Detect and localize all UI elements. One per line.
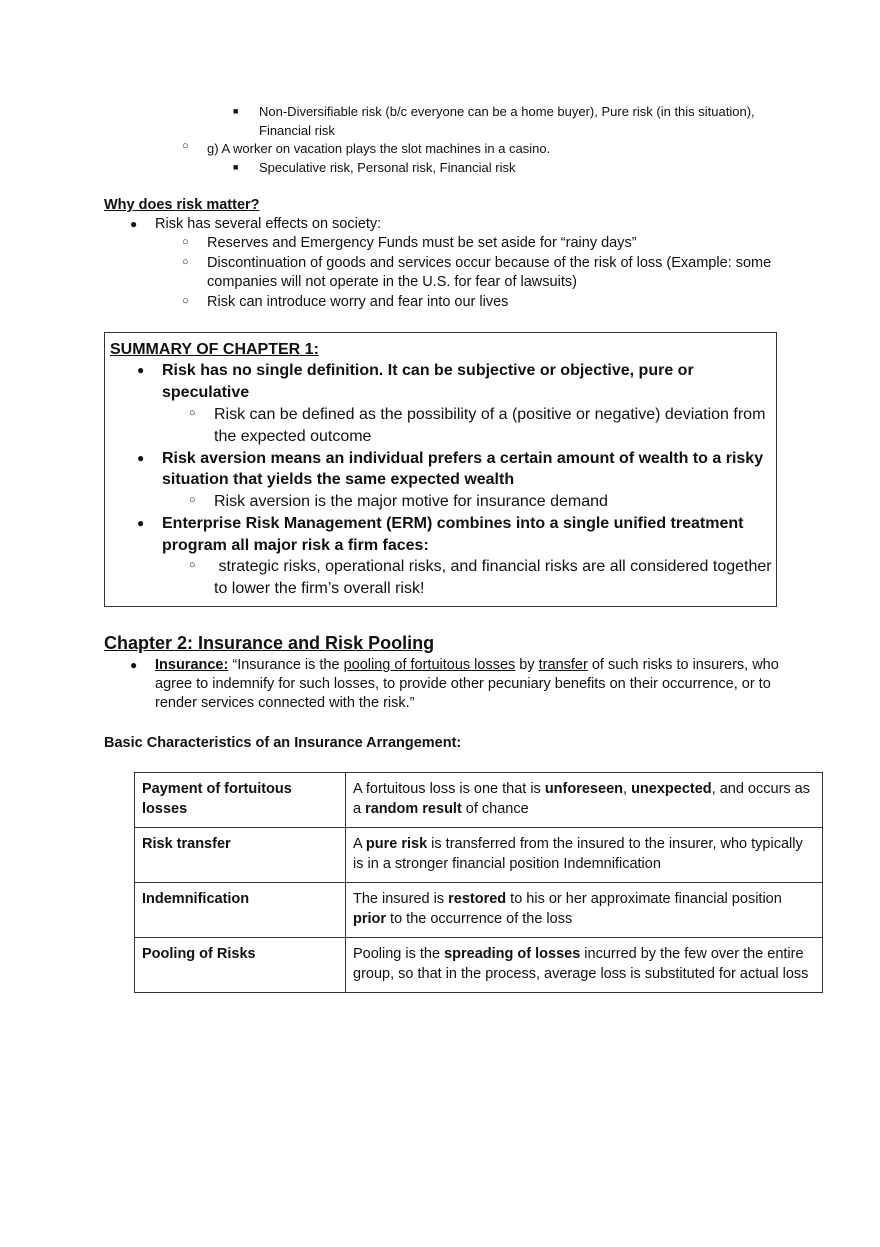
- subsection-heading: Basic Characteristics of an Insurance Arrangement:: [104, 735, 462, 751]
- desc-text: The insured is: [353, 891, 449, 907]
- table-cell-term: Pooling of Risks: [135, 938, 346, 993]
- table-cell-term: Risk transfer: [135, 828, 346, 883]
- term-text: Payment of fortuitous: [142, 781, 292, 797]
- summary-point: Risk has no single definition. It can be subjective or objective, pure or: [162, 362, 694, 379]
- summary-point: Enterprise Risk Management (ERM) combines into a single unified treatment: [162, 515, 744, 532]
- summary-title: SUMMARY OF CHAPTER 1:: [110, 341, 319, 358]
- square-bullet-icon: ■: [233, 106, 239, 116]
- desc-text: a: [353, 800, 366, 817]
- desc-text: to the occurrence of the loss: [386, 910, 573, 927]
- circle-bullet-icon: ○: [189, 559, 196, 571]
- summary-point-continuation: speculative: [162, 384, 250, 401]
- table-row: [135, 883, 823, 938]
- summary-point-continuation: situation that yields the same expected wealth: [162, 471, 515, 488]
- insurance-definition: [155, 656, 779, 676]
- definition-underlined-text: pooling of fortuitous losses: [343, 657, 516, 673]
- list-item: g) A worker on vacation plays the slot machines in a casino.: [207, 141, 551, 156]
- summary-subpoint-continuation: to lower the firm’s overall risk!: [214, 580, 425, 597]
- table-cell-description: [346, 773, 823, 828]
- table-cell-description: [346, 828, 823, 883]
- list-item-continuation: Financial risk: [259, 123, 335, 138]
- desc-bold-text: random result: [365, 800, 462, 817]
- list-item: Risk can introduce worry and fear into our lives: [207, 294, 509, 310]
- desc-bold-text: spreading of losses: [444, 946, 581, 962]
- circle-bullet-icon: ○: [182, 236, 189, 248]
- table-cell-term: Indemnification: [135, 883, 346, 938]
- desc-bold-text: prior: [353, 910, 387, 927]
- desc-text: incurred by the few over the entire group, so that in the process, average loss is substituted for actual loss: [353, 946, 809, 982]
- summary-subpoint: Risk can be defined as the possibility of a (positive or negative) deviation from: [214, 406, 766, 423]
- desc-bold-text: unexpected: [631, 781, 712, 797]
- summary-point-continuation: program all major risk a firm faces:: [162, 537, 429, 554]
- table-row: [135, 828, 823, 883]
- insurance-label: Insurance:: [155, 657, 229, 673]
- summary-subpoint: Risk aversion is the major motive for insurance demand: [214, 493, 608, 510]
- list-item: Risk has several effects on society:: [155, 216, 382, 232]
- summary-subpoint-continuation: the expected outcome: [214, 428, 372, 445]
- circle-bullet-icon: ○: [182, 140, 189, 152]
- desc-text: Pooling is the: [353, 946, 445, 962]
- table-row: [135, 773, 823, 828]
- dot-bullet-icon: ●: [130, 658, 138, 672]
- desc-text: of chance: [461, 800, 529, 817]
- term-text: losses: [142, 800, 188, 817]
- dot-bullet-icon: ●: [137, 516, 145, 530]
- list-item: Discontinuation of goods and services occur because of the risk of loss (Example: some: [207, 255, 772, 271]
- list-item-continuation: companies will not operate in the U.S. for fear of lawsuits): [207, 274, 577, 290]
- list-item: Reserves and Emergency Funds must be set aside for “rainy days”: [207, 235, 637, 251]
- desc-bold-text: pure risk: [365, 836, 428, 852]
- dot-bullet-icon: ●: [137, 451, 145, 465]
- desc-text: to his or her approximate financial position: [506, 891, 782, 907]
- desc-text: A fortuitous loss is one that is: [353, 781, 545, 797]
- list-item: Non-Diversifiable risk (b/c everyone can be a home buyer), Pure risk (in this situation),: [259, 104, 755, 119]
- desc-text: A: [353, 836, 366, 852]
- definition-text: by: [515, 657, 539, 673]
- characteristics-table: [134, 772, 823, 993]
- dot-bullet-icon: ●: [137, 363, 145, 377]
- dot-bullet-icon: ●: [130, 217, 138, 231]
- desc-bold-text: restored: [448, 891, 507, 907]
- circle-bullet-icon: ○: [189, 494, 196, 506]
- circle-bullet-icon: ○: [189, 407, 196, 419]
- definition-continuation: render services connected with the risk.”: [155, 695, 415, 711]
- desc-bold-text: unforeseen: [544, 781, 623, 797]
- desc-text: ,: [623, 781, 632, 797]
- table-cell-description: [346, 938, 823, 993]
- summary-subpoint: strategic risks, operational risks, and financial risks are all considered together: [214, 558, 772, 575]
- summary-point: Risk aversion means an individual prefers a certain amount of wealth to a risky: [162, 450, 764, 467]
- definition-text: of such risks to insurers, who: [587, 657, 779, 673]
- table-cell-description: [346, 883, 823, 938]
- definition-text: “Insurance is the: [228, 657, 344, 673]
- table-row: [135, 938, 823, 993]
- table-cell-term: [135, 773, 346, 828]
- circle-bullet-icon: ○: [182, 256, 189, 268]
- list-item: Speculative risk, Personal risk, Financial risk: [259, 160, 516, 175]
- definition-continuation: agree to indemnify for such losses, to provide other pecuniary benefits on their occurrence, or to: [155, 676, 771, 692]
- circle-bullet-icon: ○: [182, 295, 189, 307]
- section-heading: Why does risk matter?: [104, 197, 260, 213]
- square-bullet-icon: ■: [233, 162, 239, 172]
- desc-text: is transferred from the insured to the insurer, who typically is in a stronger financial position Indemnification: [353, 836, 803, 872]
- definition-underlined-text: transfer: [538, 657, 588, 673]
- chapter-heading: Chapter 2: Insurance and Risk Pooling: [104, 633, 435, 653]
- desc-text: , and occurs as: [711, 781, 810, 797]
